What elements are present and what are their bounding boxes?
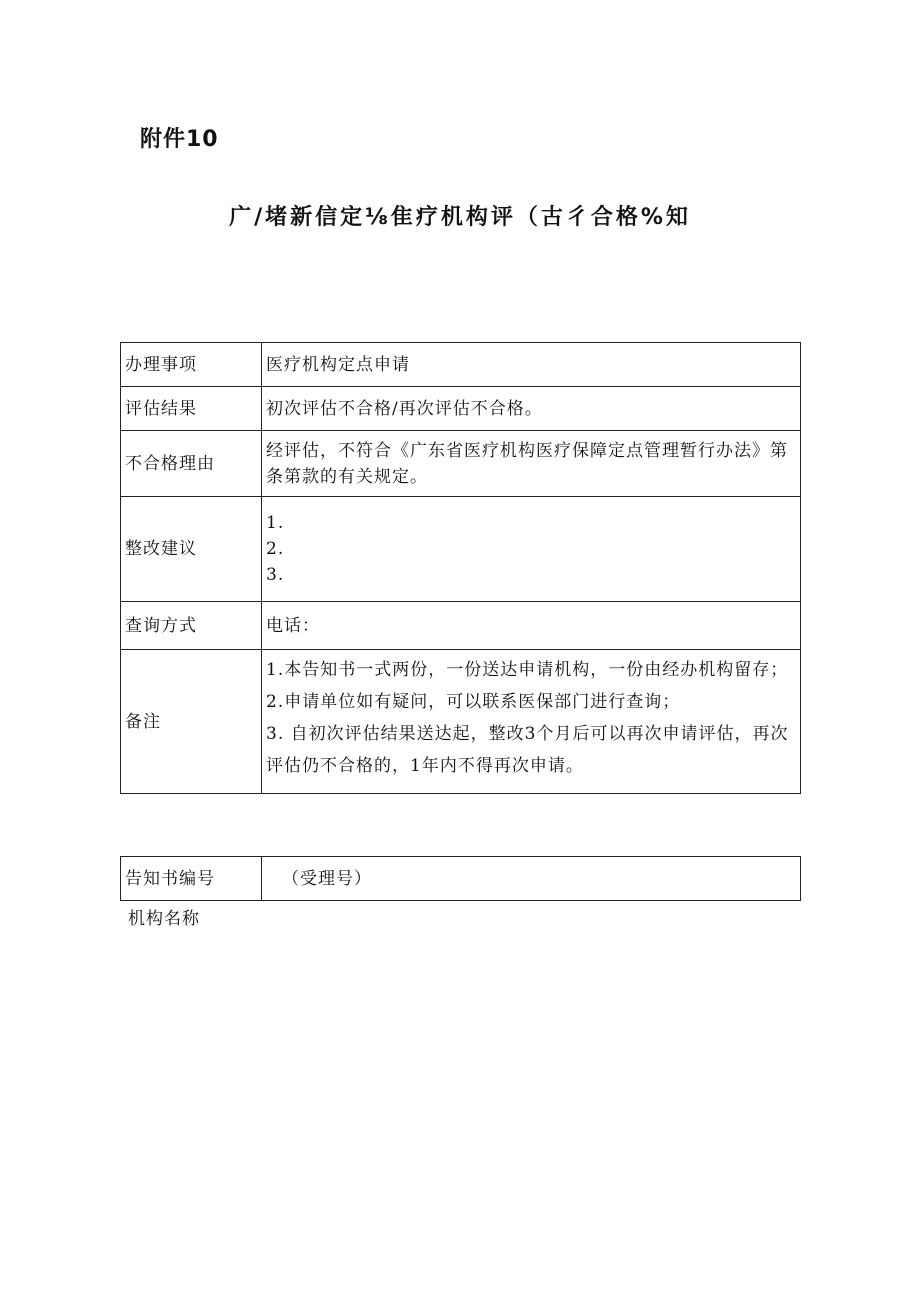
row-label-suggestion: 整改建议 bbox=[121, 497, 262, 602]
reference-label: 告知书编号 bbox=[121, 857, 262, 901]
table-row bbox=[121, 602, 801, 650]
table-row bbox=[121, 497, 801, 602]
table-row bbox=[121, 431, 801, 497]
row-label-result: 评估结果 bbox=[121, 387, 262, 431]
table-row bbox=[121, 387, 801, 431]
table-row bbox=[121, 857, 801, 901]
row-label-remarks: 备注 bbox=[121, 650, 262, 794]
remark-line: 3. 自初次评估结果送达起，整改3个月后可以再次申请评估，再次评估仍不合格的，1年内不得再次申请。 bbox=[266, 724, 789, 776]
row-label-matter: 办理事项 bbox=[121, 343, 262, 387]
row-label-reason: 不合格理由 bbox=[121, 431, 262, 497]
row-value-suggestion bbox=[262, 497, 801, 602]
remark-line: 1.本告知书一式两份，一份送达申请机构，一份由经办机构留存； bbox=[266, 660, 789, 680]
remark-line: 2.申请单位如有疑问，可以联系医保部门进行查询； bbox=[266, 692, 681, 712]
reference-value: （受理号） bbox=[262, 857, 801, 901]
row-value-result: 初次评估不合格/再次评估不合格。 bbox=[262, 387, 801, 431]
notice-table bbox=[120, 342, 801, 794]
row-value-matter: 医疗机构定点申请 bbox=[262, 343, 801, 387]
org-name-label: 机构名称 bbox=[128, 909, 200, 929]
document-title: 广/堵新信定⅛隹疗机构评（古彳合格%知 bbox=[229, 205, 691, 230]
table-row bbox=[121, 343, 801, 387]
suggestion-item: 2. bbox=[266, 539, 285, 559]
row-value-reason: 经评估，不符合《广东省医疗机构医疗保障定点管理暂行办法》第条第款的有关规定。 bbox=[262, 431, 801, 497]
suggestion-item: 1. bbox=[266, 513, 285, 533]
row-value-remarks bbox=[262, 650, 801, 794]
table-row bbox=[121, 650, 801, 794]
remarks-content bbox=[266, 654, 796, 793]
row-label-inquiry: 查询方式 bbox=[121, 602, 262, 650]
attachment-label: 附件10 bbox=[140, 127, 219, 152]
suggestion-item: 3. bbox=[266, 565, 285, 585]
row-value-inquiry: 电话： bbox=[262, 602, 801, 650]
reference-table bbox=[120, 856, 801, 901]
